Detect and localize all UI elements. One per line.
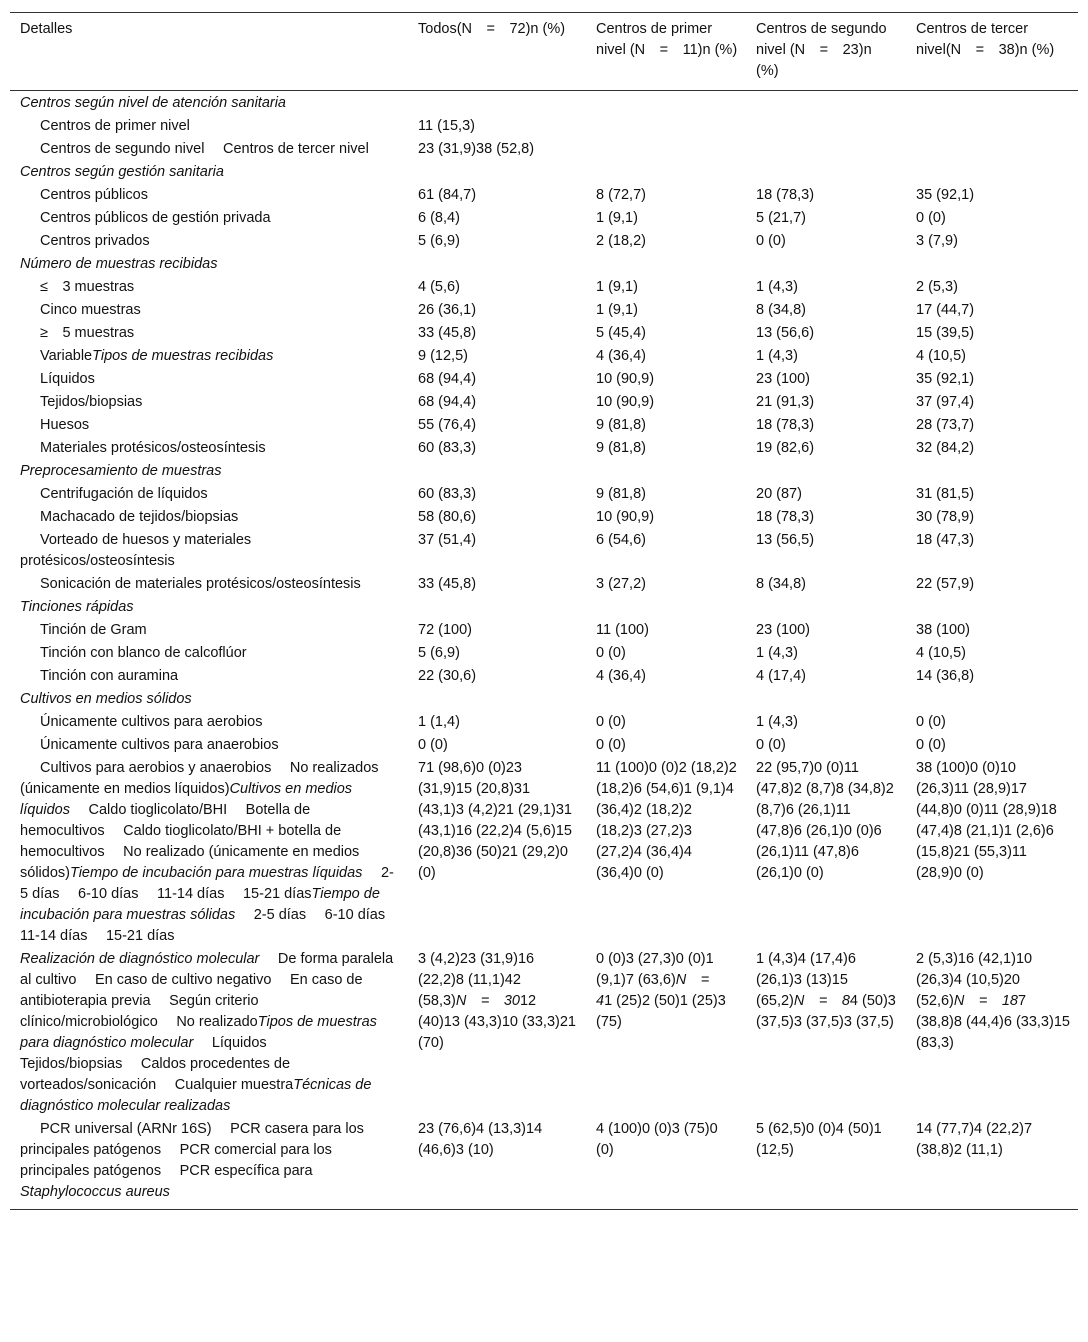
table-row xyxy=(10,323,1078,346)
row-label xyxy=(10,758,408,949)
section-title-inline: Tipos de muestras para diagnóstico molecular xyxy=(20,1014,377,1051)
cell-segundo: 19 (82,6) xyxy=(756,440,815,456)
cell-tercer: 2 (5,3) xyxy=(916,279,958,295)
section-title-inline: Tiempo de incubación para muestras sólidas xyxy=(20,886,380,923)
cell-segundo: 18 (78,3) xyxy=(756,417,815,433)
cell-tercer: 35 (92,1) xyxy=(916,187,975,203)
cell-segundo: 1 (4,3) xyxy=(756,645,798,661)
section-title: Preprocesamiento de muestras xyxy=(20,463,222,479)
cell-segundo: 8 (34,8) xyxy=(756,576,806,592)
cell-primer: 4 (100)0 (0)3 (75)0 (0) xyxy=(586,1119,746,1210)
cell-primer: 9 (81,8) xyxy=(596,486,646,502)
cell-todos: 55 (76,4) xyxy=(418,417,477,433)
cell-primer: 1 (9,1) xyxy=(596,279,638,295)
cell-part: 3 (4,2)23 (31,9)16 (22,2)8 (11,1)42 (58,3) xyxy=(418,951,535,1009)
section-row xyxy=(10,689,1078,712)
row-label: Tinción con auramina xyxy=(40,668,179,684)
cell-tercer: 0 (0) xyxy=(916,714,946,730)
cell-segundo: 22 (95,7)0 (0)11 (47,8)2 (8,7)8 (34,8)2 (8,7)6 (26,1)11 (47,8)6 (26,1)0 (0)6 (26,1)11 (47,8)6 (26,1)0 (0) xyxy=(756,760,894,881)
row-label xyxy=(10,949,408,1119)
table-row xyxy=(10,1119,1078,1210)
row-label: Machacado de tejidos/biopsias xyxy=(40,509,239,525)
cell-segundo: 18 (78,3) xyxy=(756,509,815,525)
section-title-inline: Tiempo de incubación para muestras líquidas xyxy=(69,865,363,881)
section-title: Tinciones rápidas xyxy=(20,599,134,615)
table-row xyxy=(10,438,1078,461)
cell-todos: 9 (12,5) xyxy=(418,348,468,364)
cell-tercer: 22 (57,9) xyxy=(916,576,975,592)
cell-segundo: 13 (56,5) xyxy=(756,532,815,548)
table-row xyxy=(10,620,1078,643)
section-row xyxy=(10,91,1078,117)
row-label: Centros de segundo nivel Centros de tercer nivel xyxy=(40,141,369,157)
table-row xyxy=(10,116,1078,139)
cell-n: N = 30 xyxy=(455,993,520,1009)
cell-todos: 60 (83,3) xyxy=(418,486,477,502)
table-row xyxy=(10,415,1078,438)
cell-segundo: 13 (56,6) xyxy=(756,325,815,341)
row-label: Centros públicos xyxy=(40,187,148,203)
combined-label-part: Caldo tioglicolato/BHI Botella de hemocultivos Caldo tioglicolato/BHI + botella de hemocultivos No realizado (únicamente en medios sólidos) xyxy=(20,802,360,881)
cell-segundo xyxy=(746,949,906,1119)
cell-primer: 0 (0) xyxy=(596,645,626,661)
cell-todos: 33 (45,8) xyxy=(418,325,477,341)
cell-tercer: 15 (39,5) xyxy=(916,325,975,341)
cell-tercer: 4 (10,5) xyxy=(916,348,966,364)
cell-tercer: 38 (100) xyxy=(916,622,971,638)
cell-todos: 71 (98,6)0 (0)23 (31,9)15 (20,8)31 (43,1)3 (4,2)21 (29,1)31 (43,1)16 (22,2)4 (5,6)15 (20,8)36 (50)21 (29,2)0 (0) xyxy=(418,760,572,881)
combined-label-part: De forma paralela al cultivo En caso de cultivo negativo En caso de antibioterapia previa Según criterio clínico/microbiológico No realizado xyxy=(20,951,394,1030)
section-title-inline: Técnicas de diagnóstico molecular realizadas xyxy=(20,1077,372,1114)
cell-part: 4 (50)3 (37,5)3 (37,5)3 (37,5) xyxy=(756,993,896,1030)
cell-primer: 10 (90,9) xyxy=(596,509,655,525)
cell-primer: 11 (100) xyxy=(596,622,649,638)
cell-tercer: 30 (78,9) xyxy=(916,509,975,525)
section-row xyxy=(10,461,1078,484)
cell-primer: 10 (90,9) xyxy=(596,394,655,410)
cell-todos: 33 (45,8) xyxy=(418,576,477,592)
row-label: Vorteado de huesos y materiales protésicos/osteosíntesis xyxy=(20,532,252,569)
cell-segundo: 4 (17,4) xyxy=(756,668,806,684)
cell-segundo: 5 (62,5)0 (0)4 (50)1 (12,5) xyxy=(746,1119,906,1210)
section-row xyxy=(10,162,1078,185)
section-title: Cultivos en medios sólidos xyxy=(20,691,192,707)
row-label: ≤ 3 muestras xyxy=(40,279,135,295)
table-row xyxy=(10,666,1078,689)
cell-tercer: 35 (92,1) xyxy=(916,371,975,387)
table-row xyxy=(10,346,1078,369)
cell-tercer: 4 (10,5) xyxy=(916,645,966,661)
table-row xyxy=(10,643,1078,666)
row-label: Sonicación de materiales protésicos/osteosíntesis xyxy=(40,576,361,592)
table-row xyxy=(10,139,1078,162)
cell-n: N = 4 xyxy=(596,972,724,1009)
cell-primer: 4 (36,4) xyxy=(596,348,646,364)
section-title-inline: Cultivos en medios líquidos xyxy=(20,781,353,818)
row-label: Tinción con blanco de calcoflúor xyxy=(40,645,247,661)
row-label: Centrifugación de líquidos xyxy=(40,486,208,502)
cell-tercer: 37 (97,4) xyxy=(916,394,975,410)
cell-primer: 0 (0) xyxy=(596,737,626,753)
row-label: Tinción de Gram xyxy=(40,622,147,638)
cell-part: 1 (25)2 (50)1 (25)3 (75) xyxy=(596,993,726,1030)
table-row xyxy=(10,208,1078,231)
row-label: Huesos xyxy=(40,417,90,433)
cell-primer: 3 (27,2) xyxy=(596,576,646,592)
section-title: Centros según gestión sanitaria xyxy=(20,164,224,180)
combined-label-part: Cultivos para aerobios y anaerobios No realizados (únicamente en medios líquidos) xyxy=(20,760,379,797)
cell-part: 2 (5,3)16 (42,1)10 (26,3)4 (10,5)20 (52,6) xyxy=(916,951,1033,1009)
data-table xyxy=(10,12,1078,1210)
table-row xyxy=(10,758,1078,949)
row-label: Tejidos/biopsias xyxy=(40,394,143,410)
cell-part: 12 (40)13 (43,3)10 (33,3)21 (70) xyxy=(418,993,576,1051)
variable-label: Variable xyxy=(40,348,93,364)
header-row xyxy=(10,13,1078,91)
table-row xyxy=(10,369,1078,392)
cell-todos: 58 (80,6) xyxy=(418,509,477,525)
table-row xyxy=(10,484,1078,507)
cell-tercer xyxy=(906,949,1078,1119)
row-label: Materiales protésicos/osteosíntesis xyxy=(40,440,266,456)
row-label: Cinco muestras xyxy=(40,302,141,318)
cell-primer: 1 (9,1) xyxy=(596,210,638,226)
header-segundo-nivel: Centros de segundo nivel (N = 23)n (%) xyxy=(746,13,906,91)
cell-todos: 60 (83,3) xyxy=(418,440,477,456)
cell-segundo: 21 (91,3) xyxy=(756,394,815,410)
cell-todos: 68 (94,4) xyxy=(418,394,477,410)
cell-todos: 6 (8,4) xyxy=(418,210,460,226)
table-row xyxy=(10,735,1078,758)
row-label: Centros privados xyxy=(40,233,150,249)
cell-primer xyxy=(586,949,746,1119)
combined-label-part: 2-5 días 6-10 días 11-14 días 15-21 días xyxy=(20,865,394,902)
section-title: Centros según nivel de atención sanitaria xyxy=(20,95,286,111)
table-row xyxy=(10,712,1078,735)
cell-primer: 0 (0) xyxy=(596,714,626,730)
cell-segundo: 8 (34,8) xyxy=(756,302,806,318)
section-row xyxy=(10,254,1078,277)
row-label: Líquidos xyxy=(40,371,95,387)
table-row xyxy=(10,231,1078,254)
cell-segundo: 23 (100) xyxy=(756,622,811,638)
cell-tercer: 0 (0) xyxy=(916,210,946,226)
cell-tercer: 17 (44,7) xyxy=(916,302,975,318)
cell-todos: 23 (31,9)38 (52,8) xyxy=(418,141,535,157)
header-detalles: Detalles xyxy=(10,13,408,91)
cell-tercer: 32 (84,2) xyxy=(916,440,975,456)
table-row xyxy=(10,530,1078,574)
section-title: Número de muestras recibidas xyxy=(20,256,218,272)
cell-tercer: 14 (36,8) xyxy=(916,668,975,684)
cell-tercer: 18 (47,3) xyxy=(916,532,975,548)
cell-segundo: 0 (0) xyxy=(756,233,786,249)
cell-primer: 8 (72,7) xyxy=(596,187,646,203)
table-row xyxy=(10,949,1078,1119)
cell-todos: 11 (15,3) xyxy=(418,118,475,134)
row-label: Centros públicos de gestión privada xyxy=(40,210,271,226)
section-title-inline: Tipos de muestras recibidas xyxy=(92,348,274,364)
table-row xyxy=(10,300,1078,323)
header-tercer-nivel: Centros de tercer nivel(N = 38)n (%) xyxy=(906,13,1078,91)
cell-todos: 22 (30,6) xyxy=(418,668,477,684)
cell-todos: 72 (100) xyxy=(418,622,473,638)
cell-segundo: 1 (4,3) xyxy=(756,279,798,295)
cell-tercer: 14 (77,7)4 (22,2)7 (38,8)2 (11,1) xyxy=(906,1119,1078,1210)
cell-segundo: 5 (21,7) xyxy=(756,210,806,226)
cell-primer: 10 (90,9) xyxy=(596,371,655,387)
table-row xyxy=(10,185,1078,208)
cell-segundo: 0 (0) xyxy=(756,737,786,753)
cell-tercer: 28 (73,7) xyxy=(916,417,975,433)
section-title-inline: Realización de diagnóstico molecular xyxy=(20,951,260,967)
row-label xyxy=(10,346,408,369)
table-row xyxy=(10,507,1078,530)
cell-todos xyxy=(408,949,586,1119)
cell-primer: 1 (9,1) xyxy=(596,302,638,318)
table-row xyxy=(10,392,1078,415)
cell-todos: 61 (84,7) xyxy=(418,187,477,203)
row-label: ≥ 5 muestras xyxy=(40,325,135,341)
cell-todos: 68 (94,4) xyxy=(418,371,477,387)
cell-primer: 2 (18,2) xyxy=(596,233,646,249)
cell-primer: 9 (81,8) xyxy=(596,417,646,433)
cell-tercer: 38 (100)0 (0)10 (26,3)11 (28,9)17 (44,8)0 (0)11 (28,9)18 (47,4)8 (21,1)1 (2,6)6 (15,8)21 (55,3)11 (28,9)0 (0) xyxy=(916,760,1057,881)
row-label xyxy=(10,1119,408,1210)
cell-primer: 4 (36,4) xyxy=(596,668,646,684)
combined-label-part: Líquidos Tejidos/biopsias Caldos procedentes de vorteados/sonicación Cualquier muestra xyxy=(20,1035,294,1093)
cell-n: N = 8 xyxy=(793,993,850,1009)
row-label: Únicamente cultivos para aerobios xyxy=(40,714,263,730)
cell-segundo: 1 (4,3) xyxy=(756,348,798,364)
table-row xyxy=(10,574,1078,597)
cell-todos: 4 (5,6) xyxy=(418,279,460,295)
cell-part: 7 (38,8)8 (44,4)6 (33,3)15 (83,3) xyxy=(916,993,1070,1051)
cell-tercer: 3 (7,9) xyxy=(916,233,958,249)
table-row xyxy=(10,277,1078,300)
row-label: Únicamente cultivos para anaerobios xyxy=(40,737,279,753)
cell-tercer: 0 (0) xyxy=(916,737,946,753)
cell-todos: 26 (36,1) xyxy=(418,302,477,318)
cell-segundo: 18 (78,3) xyxy=(756,187,815,203)
cell-primer: 6 (54,6) xyxy=(596,532,646,548)
cell-todos: 0 (0) xyxy=(418,737,448,753)
cell-todos: 37 (51,4) xyxy=(418,532,477,548)
cell-todos: 5 (6,9) xyxy=(418,233,460,249)
cell-n: N = 18 xyxy=(953,993,1018,1009)
section-row xyxy=(10,597,1078,620)
cell-part: 1 (4,3)4 (17,4)6 (26,1)3 (13)15 (65,2) xyxy=(756,951,856,1009)
cell-todos: 5 (6,9) xyxy=(418,645,460,661)
cell-segundo: 1 (4,3) xyxy=(756,714,798,730)
cell-primer: 5 (45,4) xyxy=(596,325,646,341)
row-label: Centros de primer nivel xyxy=(40,118,190,134)
species-name: Staphylococcus aureus xyxy=(20,1184,170,1200)
cell-tercer: 31 (81,5) xyxy=(916,486,975,502)
cell-part: 0 (0)3 (27,3)0 (0)1 (9,1)7 (63,6) xyxy=(596,951,714,988)
cell-primer: 9 (81,8) xyxy=(596,440,646,456)
header-primer-nivel: Centros de primer nivel (N = 11)n (%) xyxy=(586,13,746,91)
cell-segundo: 20 (87) xyxy=(756,486,802,502)
cell-todos: 23 (76,6)4 (13,3)14 (46,6)3 (10) xyxy=(408,1119,586,1210)
combined-label-part: PCR universal (ARNr 16S) PCR casera para los principales patógenos PCR comercial para los principales patógenos PCR específica para xyxy=(20,1121,364,1179)
combined-label-part: 2-5 días 6-10 días 11-14 días 15-21 días xyxy=(20,907,400,944)
cell-primer: 11 (100)0 (0)2 (18,2)2 (18,2)6 (54,6)1 (9,1)4 (36,4)2 (18,2)2 (18,2)3 (27,2)3 (27,2)4 (36,4)4 (36,4)0 (0) xyxy=(596,760,737,881)
cell-todos: 1 (1,4) xyxy=(418,714,460,730)
cell-segundo: 23 (100) xyxy=(756,371,811,387)
header-todos: Todos(N = 72)n (%) xyxy=(408,13,586,91)
